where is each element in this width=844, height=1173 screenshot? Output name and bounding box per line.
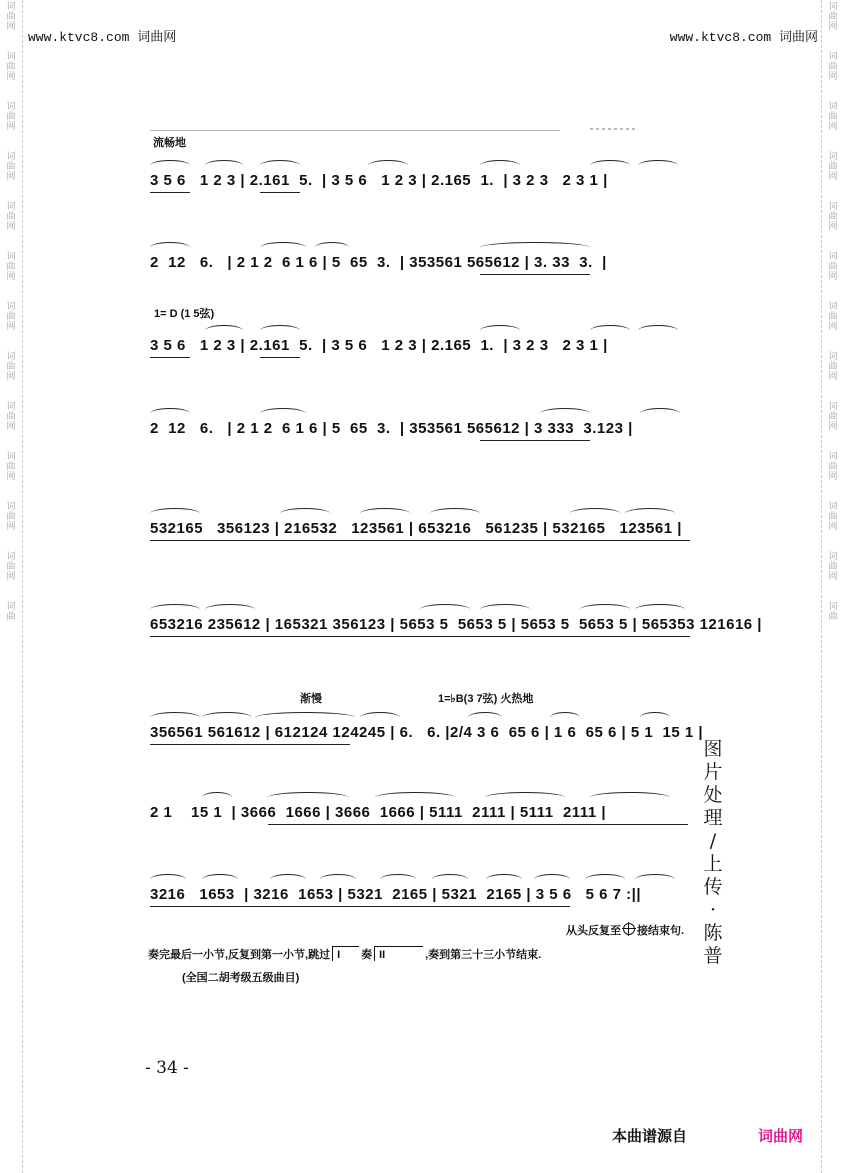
side-watermark-char: 词 — [828, 552, 838, 562]
score-row-text: 2 12 6. | 2 1 2 6 1 6 | 5 65 3. | 353561 565612 | 3. 33 3. | — [150, 254, 607, 271]
side-watermark-char: 曲 — [6, 312, 16, 322]
score-row-text: 653216 235612 | 165321 356123 | 5653 5 5653 5 | 5653 5 5653 5 | 565353 121616 | — [150, 616, 763, 633]
side-watermark-char: 曲 — [828, 212, 838, 222]
side-watermark-char: 曲 — [6, 512, 16, 522]
volta-bracket-2: II — [374, 946, 423, 961]
caption-char: / — [709, 830, 717, 852]
da-capo-end-text: 接结束句. — [637, 925, 685, 937]
side-watermark-char: 网 — [828, 322, 838, 332]
side-watermark-char: 曲 — [828, 112, 838, 122]
side-watermark-char: 曲 — [6, 62, 16, 72]
side-watermark-char: 词 — [828, 202, 838, 212]
side-watermark-char: 曲 — [6, 112, 16, 122]
side-watermark-char: 网 — [828, 522, 838, 532]
side-watermark-char: 网 — [6, 72, 16, 82]
score-row-9 — [150, 874, 690, 914]
side-watermark-char: 词 — [828, 152, 838, 162]
side-watermark-char: 曲 — [828, 512, 838, 522]
side-watermark-char: 词 — [828, 352, 838, 362]
left-watermark-stack — [0, 2, 22, 622]
caption-char: 理 — [703, 807, 723, 829]
side-watermark-char: 词 — [828, 452, 838, 462]
side-watermark-char: 曲 — [6, 462, 16, 472]
side-watermark-char: 网 — [6, 422, 16, 432]
side-watermark-char: 曲 — [828, 312, 838, 322]
side-watermark-char: 词 — [828, 502, 838, 512]
side-watermark-char: 曲 — [6, 162, 16, 172]
side-watermark-char: 网 — [6, 522, 16, 532]
side-watermark-char: 词 — [828, 402, 838, 412]
side-watermark-char: 网 — [6, 322, 16, 332]
side-watermark-char: 词 — [828, 102, 838, 112]
side-watermark-char: 词 — [6, 352, 16, 362]
side-watermark-char: 曲 — [6, 562, 16, 572]
tempo-marking: 流畅地 — [153, 137, 186, 149]
score-top-rule — [150, 130, 560, 131]
side-watermark-char: 网 — [6, 572, 16, 582]
coda-icon — [623, 923, 635, 935]
ritardando-marking: 渐慢 — [300, 693, 322, 705]
instruction-part-b: 奏 — [361, 949, 373, 961]
side-watermark-char: 曲 — [6, 412, 16, 422]
score-row-7 — [150, 712, 704, 752]
side-watermark-char: 词 — [828, 302, 838, 312]
performance-instruction — [148, 946, 541, 962]
page-number: - 34 - — [145, 1058, 189, 1078]
side-watermark-char: 词 — [6, 552, 16, 562]
da-capo-note — [566, 922, 684, 938]
side-watermark-char: 网 — [828, 22, 838, 32]
side-watermark-char: 词 — [828, 602, 838, 612]
side-watermark-char: 词 — [6, 252, 16, 262]
side-watermark-char: 词 — [6, 52, 16, 62]
side-watermark-char: 词 — [6, 602, 16, 612]
da-capo-text: 从头反复至 — [566, 925, 621, 937]
side-watermark-char: 曲 — [828, 462, 838, 472]
side-watermark-char: 曲 — [6, 212, 16, 222]
score-row-5 — [150, 508, 690, 548]
score-row-4 — [150, 408, 690, 448]
side-watermark-char: 网 — [828, 472, 838, 482]
side-watermark-char: 词 — [828, 2, 838, 12]
caption-char: 片 — [703, 761, 723, 783]
score-row-text: 532165 356123 | 216532 123561 | 653216 561235 | 532165 123561 | — [150, 520, 682, 537]
side-watermark-char: 网 — [828, 422, 838, 432]
site-watermark-right[interactable]: www.ktvc8.com 词曲网 — [669, 30, 818, 45]
side-watermark-char: 网 — [828, 172, 838, 182]
scan-speck — [590, 128, 636, 130]
grade-note: (全国二胡考级五级曲目) — [182, 972, 300, 984]
side-watermark-char: 曲 — [6, 262, 16, 272]
caption-char: · — [709, 899, 717, 921]
side-watermark-char: 词 — [6, 302, 16, 312]
side-watermark-char: 曲 — [828, 12, 838, 22]
instruction-part-c: ,奏到第三十三小节结束. — [425, 949, 542, 961]
side-watermark-char: 词 — [828, 252, 838, 262]
side-watermark-char: 网 — [828, 222, 838, 232]
right-watermark-strip — [821, 0, 844, 1173]
side-watermark-char: 词 — [6, 502, 16, 512]
right-watermark-stack — [822, 2, 844, 622]
volta-bracket-1: I — [332, 946, 359, 961]
side-watermark-char: 词 — [6, 102, 16, 112]
score-row-text: 3 5 6 1 2 3 | 2.161 5. | 3 5 6 1 2 3 | 2.165 1. | 3 2 3 2 3 1 | — [150, 172, 608, 189]
side-watermark-char: 网 — [828, 572, 838, 582]
brand-link[interactable]: 词曲网 — [758, 1128, 804, 1145]
caption-char: 处 — [703, 784, 723, 806]
score-row-text: 3 5 6 1 2 3 | 2.161 5. | 3 5 6 1 2 3 | 2.165 1. | 3 2 3 2 3 1 | — [150, 337, 608, 354]
side-watermark-char: 网 — [828, 272, 838, 282]
caption-char: 传 — [703, 876, 723, 898]
score-row-6 — [150, 604, 763, 644]
side-watermark-char: 曲 — [828, 62, 838, 72]
caption-char: 上 — [703, 853, 723, 875]
caption-char: 普 — [703, 945, 723, 967]
side-watermark-char: 网 — [6, 22, 16, 32]
side-watermark-char: 词 — [6, 2, 16, 12]
side-watermark-char: 曲 — [828, 612, 838, 622]
instruction-part-a: 奏完最后一小节,反复到第一小节,跳过 — [148, 949, 331, 961]
side-watermark-char: 词 — [6, 202, 16, 212]
side-watermark-char: 网 — [6, 272, 16, 282]
score-row-text: 2 1 15 1 | 3666 1666 | 3666 1666 | 5111 2111 | 5111 2111 | — [150, 804, 607, 821]
side-watermark-char: 曲 — [828, 362, 838, 372]
side-watermark-char: 网 — [6, 122, 16, 132]
side-watermark-char: 词 — [6, 152, 16, 162]
score-row-1 — [150, 160, 690, 200]
left-watermark-strip — [0, 0, 23, 1173]
side-watermark-char: 曲 — [828, 262, 838, 272]
score-row-2 — [150, 242, 690, 282]
vertical-caption — [702, 738, 724, 968]
side-watermark-char: 网 — [6, 372, 16, 382]
source-label: 本曲谱源自 — [612, 1128, 688, 1145]
side-watermark-char: 网 — [828, 372, 838, 382]
side-watermark-char: 曲 — [6, 612, 16, 622]
score-row-text: 3216 1653 | 3216 1653 | 5321 2165 | 5321 2165 | 3 5 6 5 6 7 :|| — [150, 886, 642, 903]
side-watermark-char: 词 — [6, 452, 16, 462]
side-watermark-char: 词 — [828, 52, 838, 62]
side-watermark-char: 网 — [828, 122, 838, 132]
side-watermark-char: 曲 — [828, 412, 838, 422]
score-row-3 — [150, 325, 690, 365]
side-watermark-char: 网 — [6, 172, 16, 182]
side-watermark-char: 词 — [6, 402, 16, 412]
side-watermark-char: 曲 — [828, 162, 838, 172]
key-signature-bflat: 1=♭B(3 7弦) 火热地 — [438, 693, 534, 705]
side-watermark-char: 曲 — [6, 362, 16, 372]
side-watermark-char: 曲 — [828, 562, 838, 572]
caption-char: 陈 — [703, 922, 723, 944]
side-watermark-char: 曲 — [6, 12, 16, 22]
site-watermark-left[interactable]: www.ktvc8.com 词曲网 — [28, 30, 177, 45]
side-watermark-char: 网 — [6, 222, 16, 232]
score-row-text: 2 12 6. | 2 1 2 6 1 6 | 5 65 3. | 353561 565612 | 3 333 3.123 | — [150, 420, 633, 437]
caption-char: 图 — [703, 738, 723, 760]
score-row-8 — [150, 792, 690, 832]
side-watermark-char: 网 — [6, 472, 16, 482]
score-row-text: 356561 561612 | 612124 124245 | 6. 6. |2/4 3 6 65 6 | 1 6 65 6 | 5 1 15 1 | — [150, 724, 704, 741]
side-watermark-char: 网 — [828, 72, 838, 82]
key-signature-d: 1= D (1 5弦) — [154, 308, 215, 320]
